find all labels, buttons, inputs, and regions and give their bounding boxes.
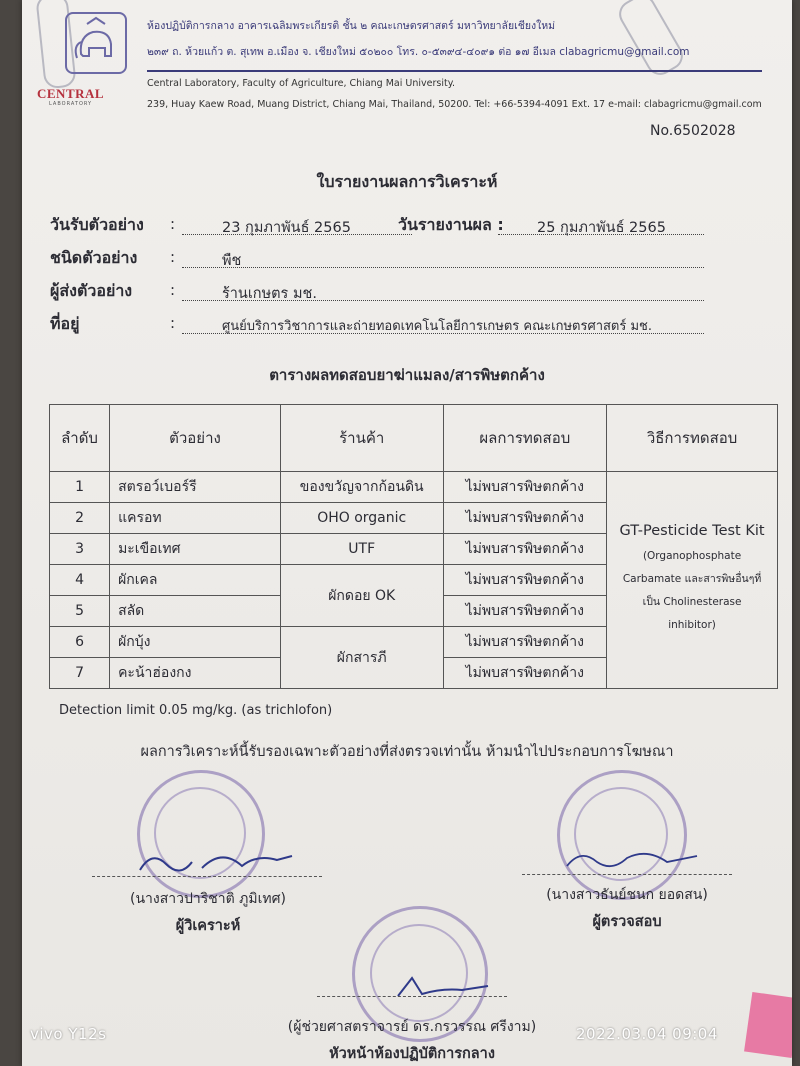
row-no: 5 <box>50 596 110 627</box>
head-name: (ผู้ช่วยศาสตราจารย์ ดร.กรวรรณ ศรีงาม) <box>287 1019 537 1035</box>
document-number: No.6502028 <box>650 123 736 139</box>
elephant-emblem-icon <box>65 12 127 74</box>
inspector-name: (นางสาวธันย์ชนก ยอดสน) <box>546 887 708 903</box>
head-role: หัวหน้าห้องปฏิบัติการกลาง <box>329 1046 495 1062</box>
method-detail-line: inhibitor) <box>668 619 716 631</box>
row-result: ไม่พบสารพิษตกค้าง <box>443 596 607 627</box>
camera-timestamp: 2022.03.04 09:04 <box>576 1025 718 1043</box>
row-sample: ผักเคล <box>110 565 281 596</box>
logo-wordmark: CENTRAL <box>37 86 105 101</box>
signature-line <box>522 874 732 875</box>
row-shop: ผักดอย OK <box>280 565 443 627</box>
row-sample: ผักบุ้ง <box>110 627 281 658</box>
method-detail-line: (Organophosphate <box>642 550 742 562</box>
address-value: ศูนย์บริการวิชาการและถ่ายทอดเทคโนโลยีการเกษตร คณะเกษตรศาสตร์ มช. <box>222 319 653 334</box>
row-no: 4 <box>50 565 110 596</box>
row-result: ไม่พบสารพิษตกค้าง <box>443 627 607 658</box>
method-detail-line: เป็น Cholinesterase <box>642 596 742 608</box>
row-result: ไม่พบสารพิษตกค้าง <box>443 503 607 534</box>
header-method: วิธีการทดสอบ <box>607 405 778 472</box>
row-shop: OHO organic <box>280 503 443 534</box>
table-header-row <box>50 405 778 472</box>
paper-clip <box>614 0 688 80</box>
colon: : <box>170 215 176 233</box>
header-no: ลำดับ <box>50 405 110 472</box>
header-sample: ตัวอย่าง <box>110 405 281 472</box>
official-stamp <box>557 770 687 900</box>
detection-limit: Detection limit 0.05 mg/kg. (as trichlofon) <box>59 703 333 718</box>
analyst-name: (นางสาวปาริชาติ ภูมิเทศ) <box>130 891 286 907</box>
signature-line <box>317 996 507 997</box>
letterhead-divider <box>147 70 762 72</box>
table-row <box>50 472 778 503</box>
row-result: ไม่พบสารพิษตกค้าง <box>443 658 607 689</box>
report-date-value: 25 กุมภาพันธ์ 2565 <box>537 220 666 236</box>
row-shop: ผักสารภี <box>280 627 443 689</box>
row-no: 7 <box>50 658 110 689</box>
sample-type-value: พืช <box>222 253 242 269</box>
sample-type-label: ชนิดตัวอย่าง <box>50 248 138 267</box>
letterhead-english-line1: Central Laboratory, Faculty of Agriculture, Chiang Mai University. <box>147 78 455 89</box>
disclaimer: ผลการวิเคราะห์นี้รับรองเฉพาะตัวอย่างที่ส่งตรวจเท่านั้น ห้ามนำไปประกอบการโฆษณา <box>140 744 674 760</box>
row-result: ไม่พบสารพิษตกค้าง <box>443 565 607 596</box>
central-lab-logo <box>35 12 143 107</box>
method-detail-line: Carbamate และสารพิษอื่นๆที่ <box>622 573 762 585</box>
row-result: ไม่พบสารพิษตกค้าง <box>443 534 607 565</box>
row-no: 3 <box>50 534 110 565</box>
inspector-signature <box>557 842 707 876</box>
colon: : <box>170 248 176 266</box>
row-sample: คะน้าฮ่องกง <box>110 658 281 689</box>
report-paper <box>22 0 792 1066</box>
report-title: ใบรายงานผลการวิเคราะห์ <box>316 172 498 191</box>
address-label: ที่อยู่ <box>50 314 80 333</box>
signature-line <box>92 876 322 877</box>
header-shop: ร้านค้า <box>280 405 443 472</box>
received-date-label: วันรับตัวอย่าง <box>50 215 144 234</box>
header-result: ผลการทดสอบ <box>443 405 607 472</box>
row-no: 6 <box>50 627 110 658</box>
colon: : <box>170 281 176 299</box>
row-shop: ของขวัญจากก้อนดิน <box>280 472 443 503</box>
sender-value: ร้านเกษตร มช. <box>222 286 317 302</box>
row-sample: แครอท <box>110 503 281 534</box>
analyst-role: ผู้วิเคราะห์ <box>175 918 241 934</box>
row-no: 2 <box>50 503 110 534</box>
row-sample: สลัด <box>110 596 281 627</box>
row-sample: สตรอว์เบอร์รี <box>110 472 281 503</box>
row-sample: มะเขือเทศ <box>110 534 281 565</box>
letterhead-thai-line2: ๒๓๙ ถ. ห้วยแก้ว ต. สุเทพ อ.เมือง จ. เชียงใหม่ ๕๐๒๐๐ โทร. ๐-๕๓๙๔-๔๐๙๑ ต่อ ๑๗ อีเมล clabagricmu@gmail.com <box>147 46 690 58</box>
sender-label: ผู้ส่งตัวอย่าง <box>50 281 133 300</box>
report-date-label: วันรายงานผล : <box>398 215 504 234</box>
row-shop: UTF <box>280 534 443 565</box>
row-result: ไม่พบสารพิษตกค้าง <box>443 472 607 503</box>
letterhead-thai-line1: ห้องปฏิบัติการกลาง อาคารเฉลิมพระเกียรติ ชั้น ๒ คณะเกษตรศาสตร์ มหาวิทยาลัยเชียงใหม่ <box>147 20 556 32</box>
pink-sticky-tab <box>744 992 792 1058</box>
received-date-value: 23 กุมภาพันธ์ 2565 <box>222 220 351 236</box>
dotted-line <box>182 267 704 268</box>
camera-device-watermark: vivo Y12s <box>30 1025 107 1043</box>
logo-subtext: LABORATORY <box>49 101 93 107</box>
letterhead-english-line2: 239, Huay Kaew Road, Muang District, Chiang Mai, Thailand, 50200. Tel: +66-5394-4091 Ext. 17 e-mail: clabagricmu@gmail.com <box>147 99 762 110</box>
colon: : <box>170 314 176 332</box>
inspector-role: ผู้ตรวจสอบ <box>592 914 662 930</box>
results-table <box>49 404 778 689</box>
table-title: ตารางผลทดสอบยาฆ่าแมลง/สารพิษตกค้าง <box>269 366 545 384</box>
head-signature <box>392 970 502 1004</box>
test-method-cell <box>607 472 778 689</box>
row-no: 1 <box>50 472 110 503</box>
method-name: GT-Pesticide Test Kit <box>619 523 765 539</box>
